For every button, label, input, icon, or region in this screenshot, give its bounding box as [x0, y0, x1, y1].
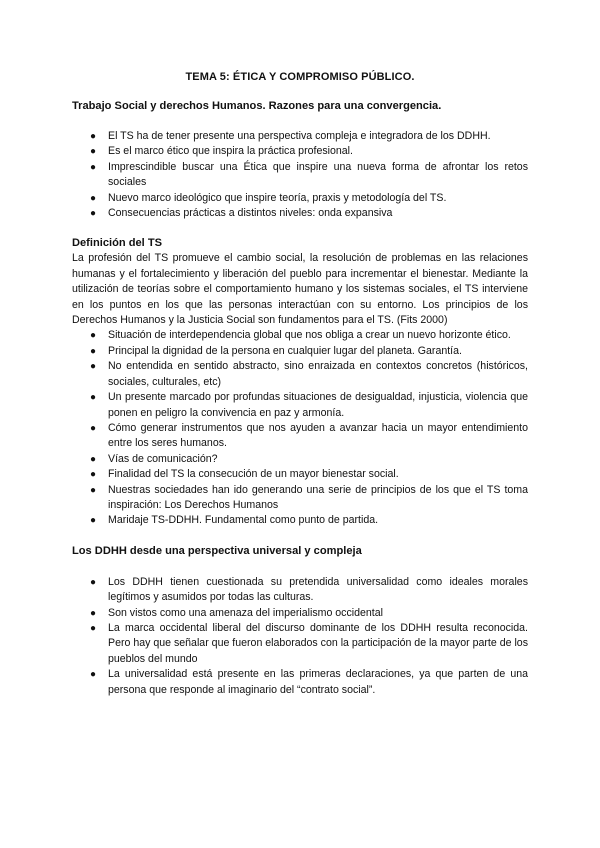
list-item: ● Es el marco ético que inspira la práctica profesional. — [72, 144, 528, 159]
section-heading-definicion: Definición del TS — [72, 237, 162, 250]
list-item: ● Principal la dignidad de la persona en cualquier lugar del planeta. Garantía. — [72, 344, 528, 359]
bullet-icon: ● — [90, 422, 97, 434]
list-item: ● Los DDHH tienen cuestionada su pretendida universalidad como ideales morales legítimos y asumidos por todas las culturas. — [90, 575, 528, 604]
bullet-list-ddhh-universal — [72, 575, 528, 698]
bullet-list-definicion — [72, 328, 528, 528]
list-item: ● Situación de interdependencia global que nos obliga a crear un nuevo horizonte ético. — [72, 328, 528, 343]
list-item: ● El TS ha de tener presente una perspectiva compleja e integradora de los DDHH. — [72, 129, 528, 144]
bullet-icon: ● — [90, 131, 97, 142]
document-title: TEMA 5: ÉTICA Y COMPROMISO PÚBLICO. — [185, 71, 415, 83]
bullet-icon: ● — [90, 453, 97, 465]
list-item: ● La marca occidental liberal del discurso dominante de los DDHH resulta reconocida. Pero hay que señalar que fueron elaborados con la participación de la mayor parte de los pueblos del mundo — [90, 621, 528, 665]
bullet-icon: ● — [90, 345, 97, 357]
bullet-icon: ● — [90, 607, 97, 619]
section-heading-convergencia: Trabajo Social y derechos Humanos. Razones para una convergencia. — [72, 100, 442, 112]
list-item: ● Son vistos como una amenaza del imperialismo occidental — [72, 606, 528, 621]
bullet-icon: ● — [90, 469, 97, 481]
bullet-icon: ● — [90, 622, 97, 634]
list-item: ● Cómo generar instrumentos que nos ayuden a avanzar hacia un mayor entendimiento entre los seres humanos. — [90, 421, 528, 450]
bullet-icon: ● — [90, 330, 97, 342]
bullet-list-convergencia — [72, 129, 528, 221]
list-item: ● Imprescindible buscar una Ética que inspire una nueva forma de afrontar los retos sociales — [90, 160, 528, 189]
list-item: ● La universalidad está presente en las primeras declaraciones, ya que parten de una persona que responde al imaginario del “contrato social”. — [90, 668, 528, 696]
bullet-icon: ● — [90, 161, 97, 173]
list-item: ● Maridaje TS-DDHH. Fundamental como punto de partida. — [72, 513, 528, 528]
list-item: ● No entendida en sentido abstracto, sino enraizada en contextos concretos (históricos, sociales, culturales, etc) — [90, 360, 528, 388]
bullet-icon: ● — [90, 146, 97, 158]
bullet-icon: ● — [90, 669, 97, 681]
bullet-icon: ● — [90, 392, 97, 404]
definition-paragraph: La profesión del TS promueve el cambio social, la resolución de problemas en las relaciones humanas y el fortalecimiento y liberación del pueblo para incrementar el bienestar. Mediante la utilización de teorías sobre el comportamiento humano y los sistemas sociales, el TS interviene en los puntos en los que las personas interactúan con su entorno. Los principios de los Derechos Humanos y la Justicia Social son fundamentos para el TS. (Fits 2000) — [72, 252, 528, 327]
list-item: ● Consecuencias prácticas a distintos niveles: onda expansiva — [72, 206, 528, 221]
list-item: ● Nuestras sociedades han ido generando una serie de principios de los que el TS toma inspiración: Los Derechos Humanos — [90, 483, 528, 511]
list-item: ● Un presente marcado por profundas situaciones de desigualdad, injusticia, violencia que ponen en peligro la convivencia en paz y armonía. — [90, 391, 528, 419]
bullet-icon: ● — [90, 208, 97, 220]
bullet-icon: ● — [90, 192, 97, 204]
bullet-icon: ● — [90, 576, 97, 588]
list-item: ● Nuevo marco ideológico que inspire teoría, praxis y metodología del TS. — [72, 191, 528, 206]
bullet-icon: ● — [90, 361, 97, 373]
list-item: ● Vías de comunicación? — [72, 452, 528, 467]
bullet-icon: ● — [90, 515, 97, 527]
section-heading-ddhh-universal: Los DDHH desde una perspectiva universal y compleja — [72, 544, 362, 557]
list-item: ● Finalidad del TS la consecución de un mayor bienestar social. — [72, 467, 528, 482]
bullet-icon: ● — [90, 484, 97, 496]
